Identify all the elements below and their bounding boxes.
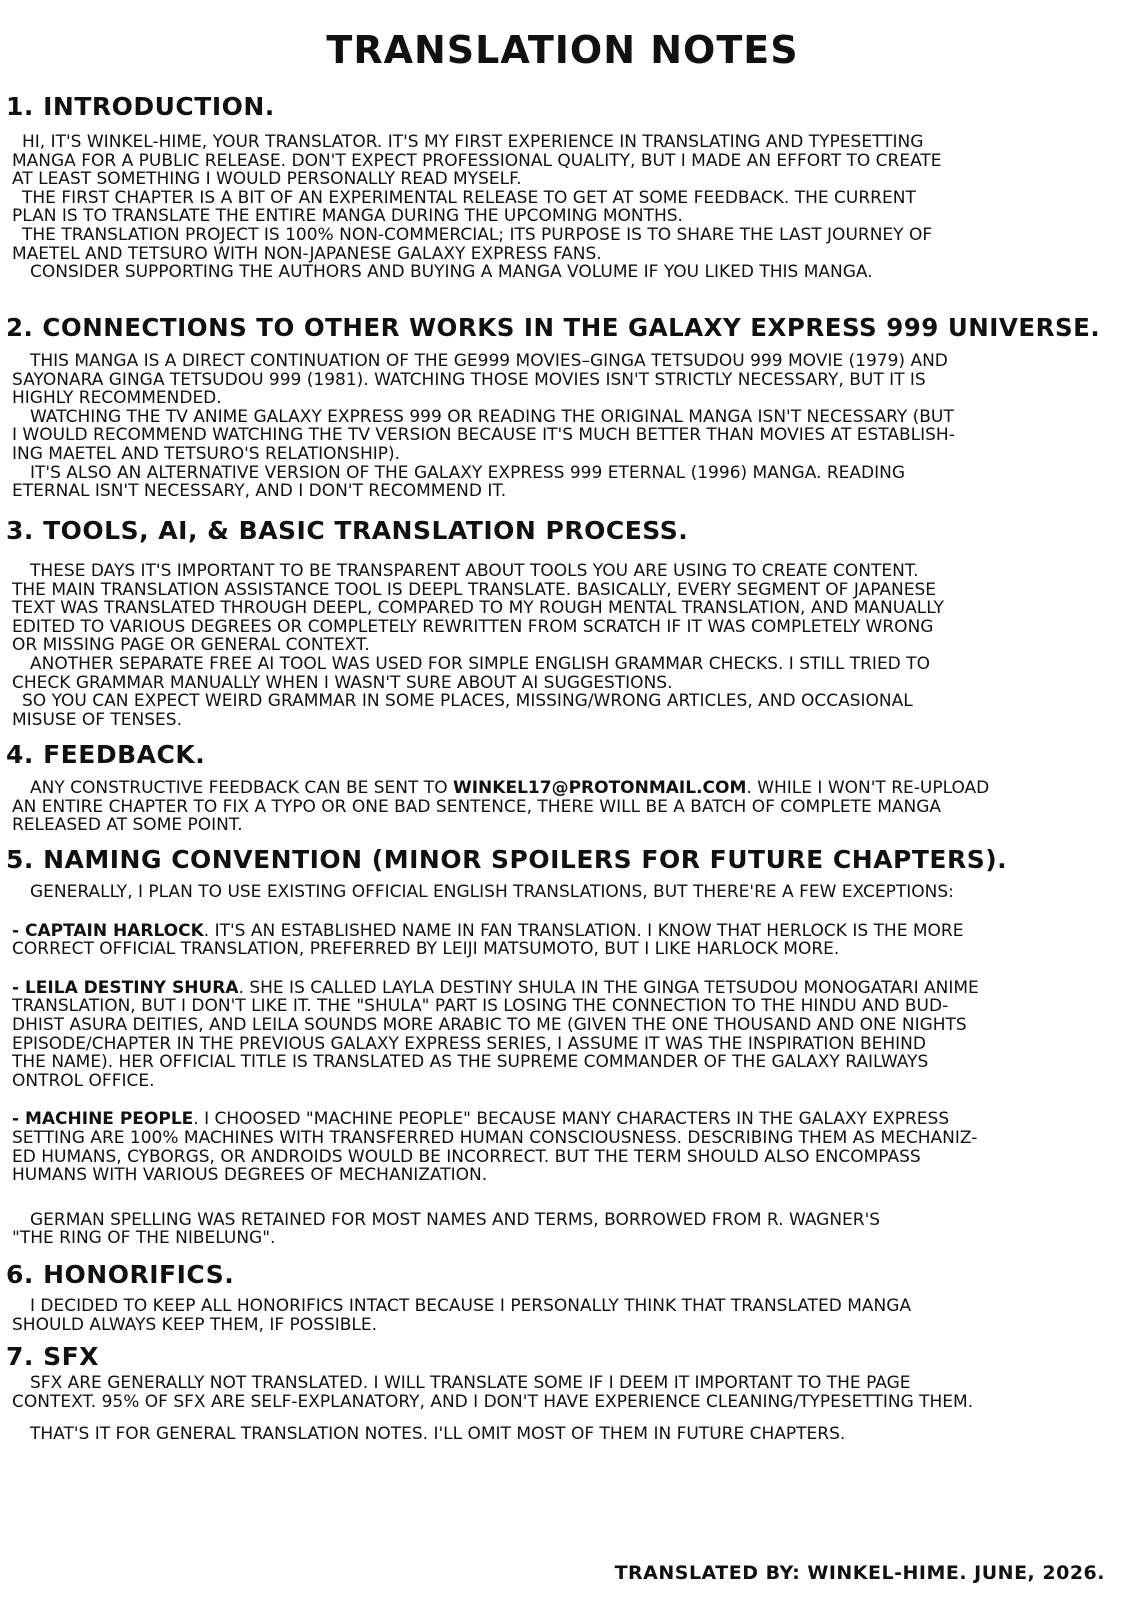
text-line: MANGA FOR A PUBLIC RELEASE. DON'T EXPECT PROFESSIONAL QUALITY, BUT I MADE AN EFFORT TO CREATE — [12, 150, 942, 171]
translator-credit: TRANSLATED BY: WINKEL-HIME. JUNE, 2026. — [614, 1562, 1105, 1584]
text-line: AT LEAST SOMETHING I WOULD PERSONALLY READ MYSELF. — [12, 169, 522, 190]
text-line: ETERNAL ISN'T NECESSARY, AND I DON'T RECOMMEND IT. — [12, 481, 507, 502]
text-line — [12, 779, 1107, 798]
section-body-tools — [12, 562, 1107, 729]
text-line: CONTEXT. 95% OF SFX ARE SELF-EXPLANATORY, AND I DON'T HAVE EXPERIENCE CLEANING/TYPESETTING THEM. — [12, 1391, 974, 1412]
text-line: THE MAIN TRANSLATION ASSISTANCE TOOL IS DEEPL TRANSLATE. BASICALLY, EVERY SEGMENT OF JAPANESE — [12, 579, 936, 600]
text-line: I WOULD RECOMMEND WATCHING THE TV VERSION BECAUSE IT'S MUCH BETTER THAN MOVIES AT ESTABLISH- — [12, 425, 955, 446]
text-line: ONTROL OFFICE. — [12, 1070, 155, 1091]
text-line: RELEASED AT SOME POINT. — [12, 815, 243, 836]
term-name: - CAPTAIN HARLOCK — [12, 920, 204, 941]
text-line: GERMAN SPELLING WAS RETAINED FOR MOST NAMES AND TERMS, BORROWED FROM R. WAGNER'S — [30, 1209, 881, 1230]
text-line: HUMANS WITH VARIOUS DEGREES OF MECHANIZATION. — [12, 1165, 488, 1186]
text-line: THIS MANGA IS A DIRECT CONTINUATION OF THE GE999 MOVIES–GINGA TETSUDOU 999 MOVIE (1979) AND — [30, 351, 948, 371]
text-fragment: ANY CONSTRUCTIVE FEEDBACK CAN BE SENT TO — [30, 778, 453, 798]
text-line: WATCHING THE TV ANIME GALAXY EXPRESS 999 OR READING THE ORIGINAL MANGA ISN'T NECESSARY (BUT — [30, 406, 954, 427]
text-line: TRANSLATION, BUT I DON'T LIKE IT. THE "SHULA" PART IS LOSING THE CONNECTION TO THE HINDU AND BUD- — [12, 996, 949, 1017]
closing-line: THAT'S IT FOR GENERAL TRANSLATION NOTES. I'LL OMIT MOST OF THEM IN FUTURE CHAPTERS. — [30, 1424, 846, 1445]
text-line: GENERALLY, I PLAN TO USE EXISTING OFFICIAL ENGLISH TRANSLATIONS, BUT THERE'RE A FEW EXCEPTIONS: — [30, 882, 954, 902]
section-heading-feedback: 4. FEEDBACK. — [6, 740, 206, 769]
text-line: THE FIRST CHAPTER IS A BIT OF AN EXPERIMENTAL RELEASE TO GET AT SOME FEEDBACK. THE CURRENT — [22, 187, 916, 208]
text-line: SO YOU CAN EXPECT WEIRD GRAMMAR IN SOME PLACES, MISSING/WRONG ARTICLES, AND OCCASIONAL — [22, 691, 913, 712]
text-line: SHOULD ALWAYS KEEP THEM, IF POSSIBLE. — [12, 1314, 378, 1335]
section-heading-sfx: 7. SFX — [6, 1342, 99, 1371]
page-title: TRANSLATION NOTES — [326, 28, 799, 72]
section-heading-naming: 5. NAMING CONVENTION (MINOR SPOILERS FOR FUTURE CHAPTERS). — [6, 845, 1008, 874]
text-line: I DECIDED TO KEEP ALL HONORIFICS INTACT BECAUSE I PERSONALLY THINK THAT TRANSLATED MANGA — [30, 1296, 912, 1316]
text-line: MISUSE OF TENSES. — [12, 709, 182, 730]
text-line: DHIST ASURA DEITIES, AND LEILA SOUNDS MORE ARABIC TO ME (GIVEN THE ONE THOUSAND AND ONE NIGHTS — [12, 1014, 967, 1035]
text-line: THESE DAYS IT'S IMPORTANT TO BE TRANSPARENT ABOUT TOOLS YOU ARE USING TO CREATE CONTENT. — [30, 561, 919, 581]
text-fragment: . WHILE I WON'T RE-UPLOAD — [746, 778, 990, 798]
text-line: MAETEL AND TETSURO WITH NON-JAPANESE GALAXY EXPRESS FANS. — [12, 243, 602, 264]
text-line: CONSIDER SUPPORTING THE AUTHORS AND BUYING A MANGA VOLUME IF YOU LIKED THIS MANGA. — [30, 262, 873, 283]
text-line: SETTING ARE 100% MACHINES WITH TRANSFERRED HUMAN CONSCIOUSNESS. DESCRIBING THEM AS MECHANIZ- — [12, 1127, 978, 1148]
text-fragment: . SHE IS CALLED LAYLA DESTINY SHULA IN THE GINGA TETSUDOU MONOGATARI ANIME — [238, 977, 979, 998]
text-line: THE TRANSLATION PROJECT IS 100% NON-COMMERCIAL; ITS PURPOSE IS TO SHARE THE LAST JOURNEY OF — [22, 224, 933, 245]
section-body-introduction — [12, 133, 1107, 282]
section-body-feedback — [12, 779, 1107, 835]
text-line: CHECK GRAMMAR MANUALLY WHEN I WASN'T SURE ABOUT AI SUGGESTIONS. — [12, 672, 673, 693]
email-address: WINKEL17@PROTONMAIL.COM — [452, 778, 747, 798]
section-body-connections — [12, 352, 1107, 501]
section-heading-connections: 2. CONNECTIONS TO OTHER WORKS IN THE GALAXY EXPRESS 999 UNIVERSE. — [6, 313, 1101, 342]
text-line: SFX ARE GENERALLY NOT TRANSLATED. I WILL TRANSLATE SOME IF I DEEM IT IMPORTANT TO THE PAGE — [30, 1373, 911, 1393]
list-item — [12, 1110, 1107, 1129]
text-line: THE NAME). HER OFFICIAL TITLE IS TRANSLATED AS THE SUPREME COMMANDER OF THE GALAXY RAILWAYS — [12, 1052, 929, 1073]
text-line: OR MISSING PAGE OR GENERAL CONTEXT. — [12, 635, 370, 656]
list-item — [12, 979, 1107, 998]
term-name: - LEILA DESTINY SHURA — [12, 977, 239, 998]
text-line: PLAN IS TO TRANSLATE THE ENTIRE MANGA DURING THE UPCOMING MONTHS. — [12, 206, 683, 227]
list-item — [12, 922, 1107, 941]
text-line: IT'S ALSO AN ALTERNATIVE VERSION OF THE GALAXY EXPRESS 999 ETERNAL (1996) MANGA. READING — [30, 462, 906, 483]
text-line: ED HUMANS, CYBORGS, OR ANDROIDS WOULD BE INCORRECT. BUT THE TERM SHOULD ALSO ENCOMPASS — [12, 1146, 921, 1167]
text-line: HIGHLY RECOMMENDED. — [12, 388, 222, 409]
text-line: CORRECT OFFICIAL TRANSLATION, PREFERRED BY LEIJI MATSUMOTO, BUT I LIKE HARLOCK MORE. — [12, 939, 840, 960]
text-fragment: . I CHOOSED "MACHINE PEOPLE" BECAUSE MANY CHARACTERS IN THE GALAXY EXPRESS — [193, 1109, 950, 1130]
text-fragment: . IT'S AN ESTABLISHED NAME IN FAN TRANSLATION. I KNOW THAT HERLOCK IS THE MORE — [203, 920, 964, 941]
section-body-honorifics — [12, 1297, 1107, 1334]
section-body-naming — [12, 883, 1107, 1248]
text-line: TEXT WAS TRANSLATED THROUGH DEEPL, COMPARED TO MY ROUGH MENTAL TRANSLATION, AND MANUALLY — [12, 598, 944, 619]
text-line: ANOTHER SEPARATE FREE AI TOOL WAS USED FOR SIMPLE ENGLISH GRAMMAR CHECKS. I STILL TRIED TO — [30, 653, 930, 674]
text-line: "THE RING OF THE NIBELUNG". — [12, 1228, 276, 1249]
text-line: ING MAETEL AND TETSURO'S RELATIONSHIP). — [12, 443, 401, 464]
text-line: AN ENTIRE CHAPTER TO FIX A TYPO OR ONE BAD SENTENCE, THERE WILL BE A BATCH OF COMPLETE MANGA — [12, 796, 942, 817]
text-line: EPISODE/CHAPTER IN THE PREVIOUS GALAXY EXPRESS SERIES, I ASSUME IT WAS THE INSPIRATION BEHIND — [12, 1033, 926, 1054]
section-heading-tools: 3. TOOLS, AI, & BASIC TRANSLATION PROCESS. — [6, 516, 689, 545]
text-line: SAYONARA GINGA TETSUDOU 999 (1981). WATCHING THOSE MOVIES ISN'T STRICTLY NECESSARY, BUT IT IS — [12, 369, 926, 390]
text-line: HI, IT'S WINKEL-HIME, YOUR TRANSLATOR. IT'S MY FIRST EXPERIENCE IN TRANSLATING AND TYPESETTING — [22, 132, 924, 152]
section-heading-introduction: 1. INTRODUCTION. — [6, 92, 275, 121]
term-name: - MACHINE PEOPLE — [12, 1109, 194, 1130]
section-heading-honorifics: 6. HONORIFICS. — [6, 1260, 235, 1289]
text-line: EDITED TO VARIOUS DEGREES OR COMPLETELY REWRITTEN FROM SCRATCH IF IT WAS COMPLETELY WRONG — [12, 616, 934, 637]
section-body-sfx — [12, 1374, 1107, 1444]
